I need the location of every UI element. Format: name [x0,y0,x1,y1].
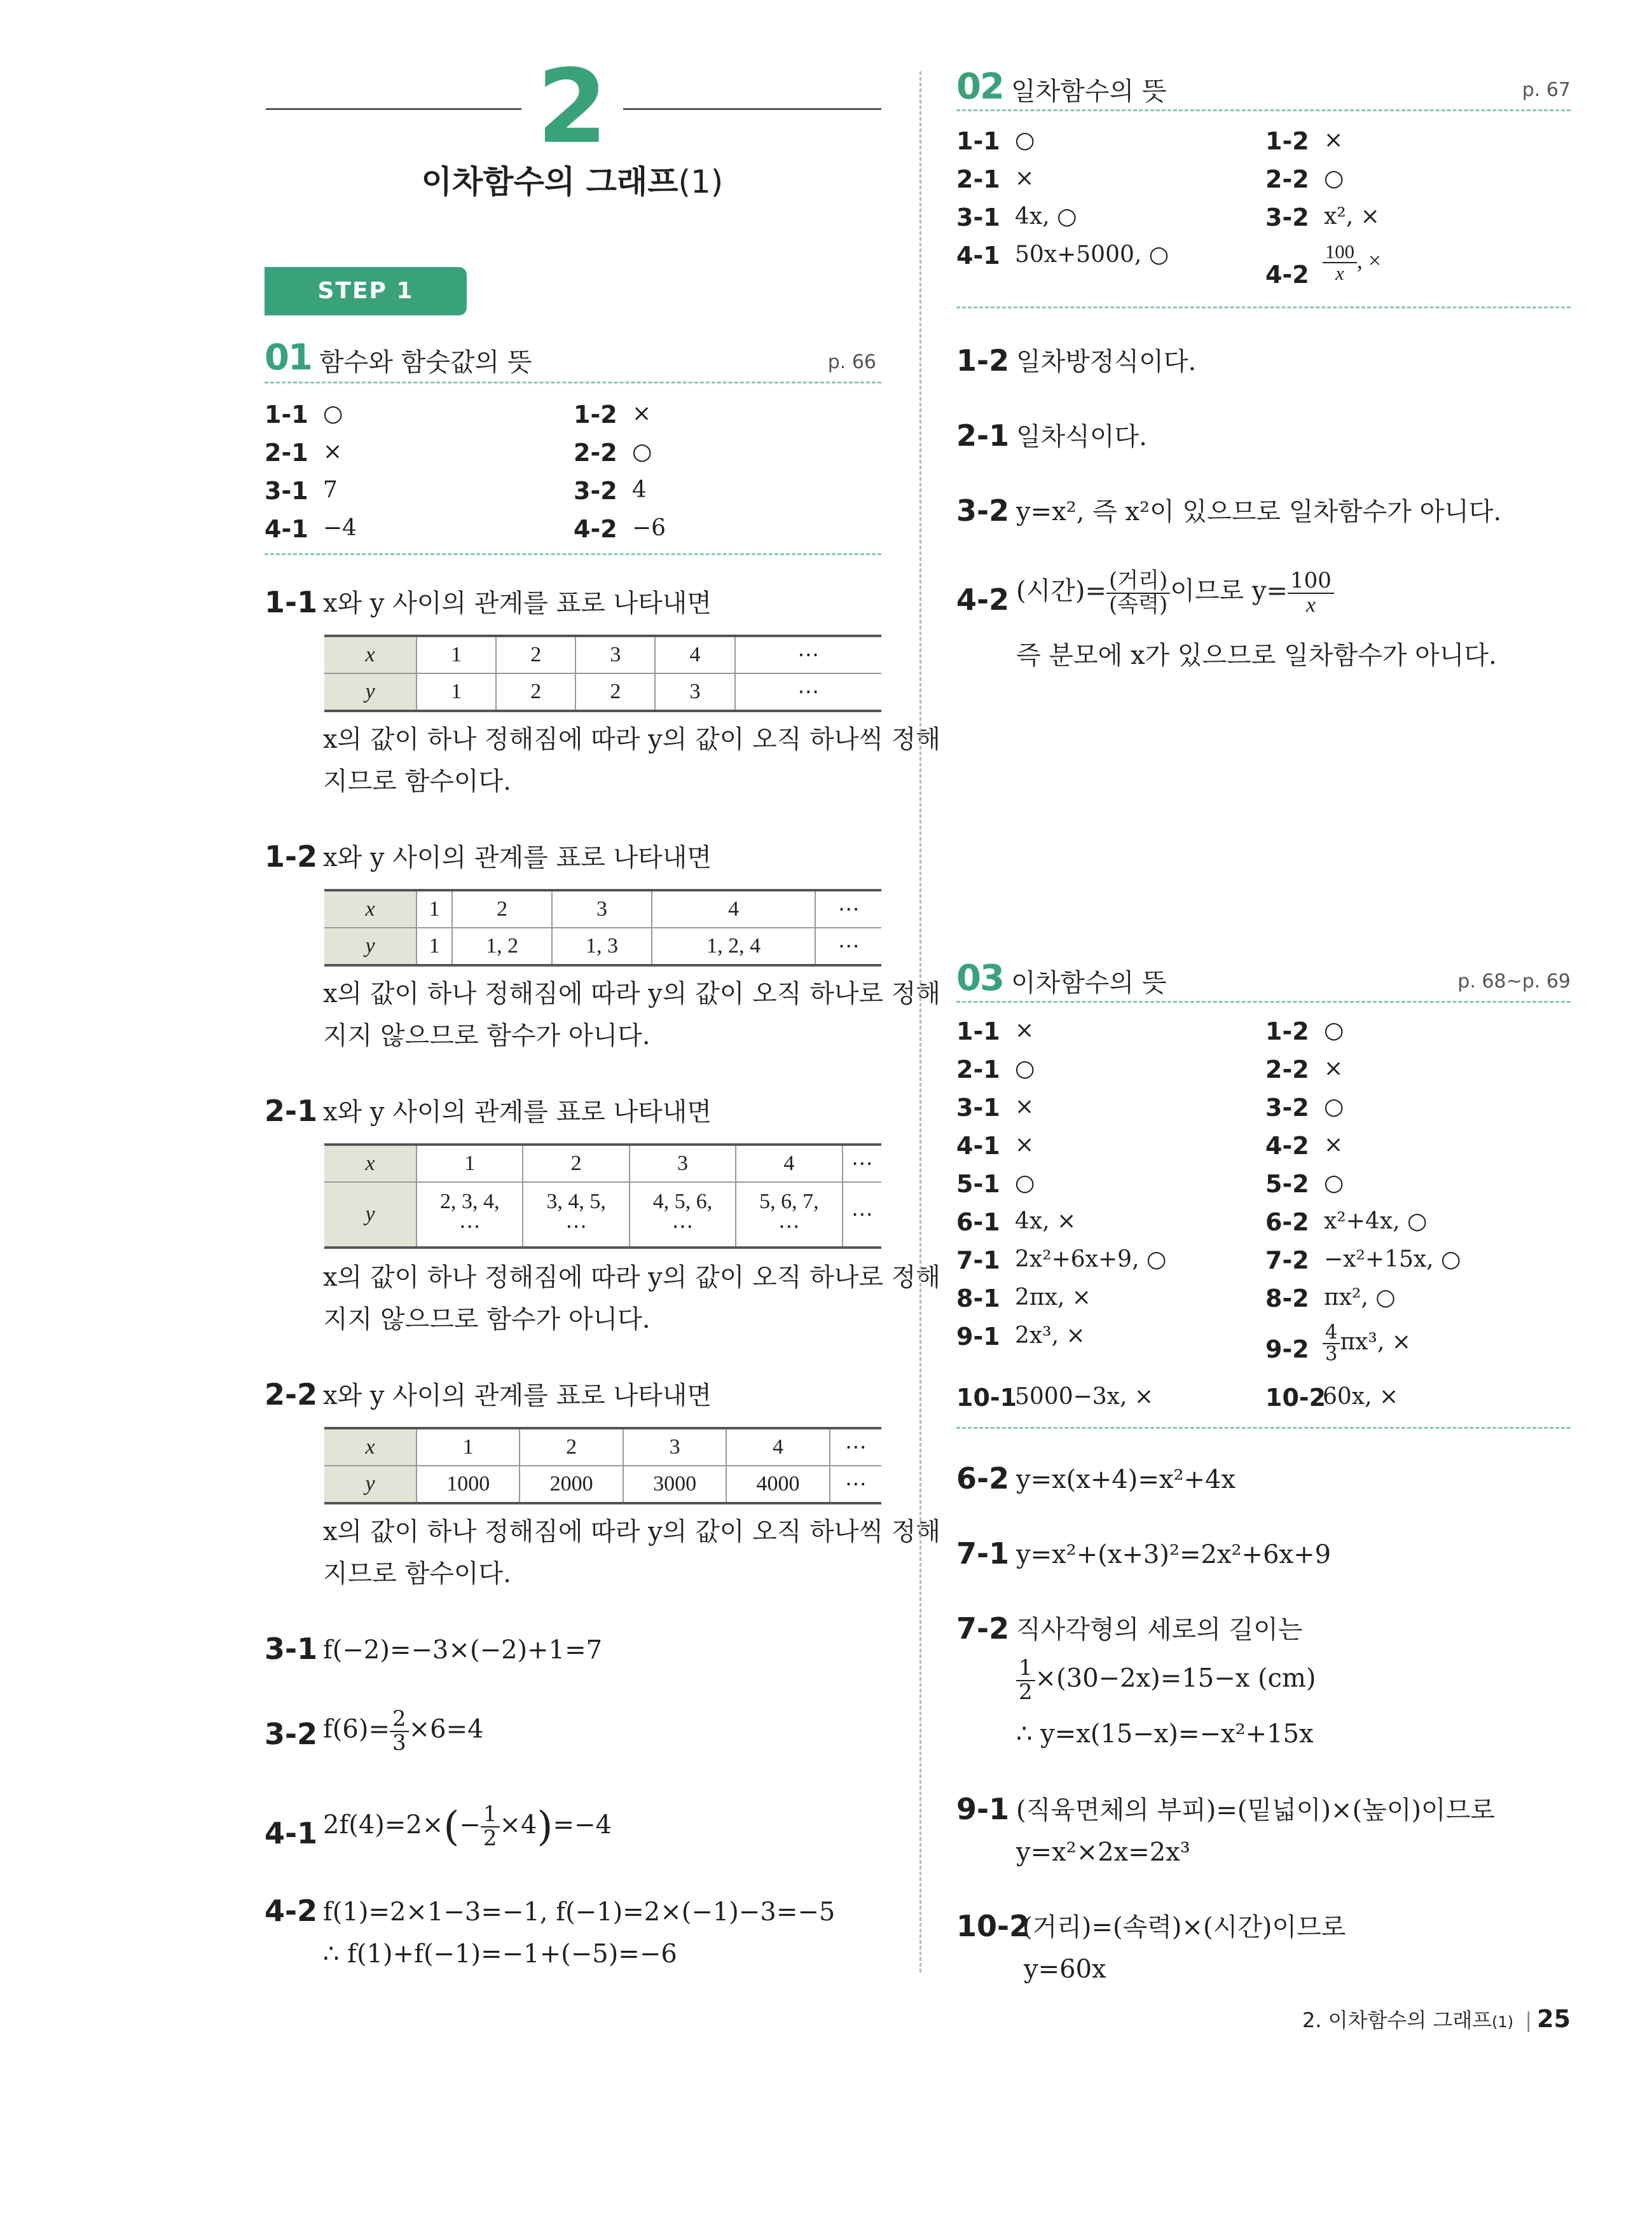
section-divider [265,553,881,555]
problem-label: 4-2 [265,1894,318,1928]
problem-label: 10-2 [956,1909,1030,1943]
table-cell: 2 [496,673,575,711]
answer-value: x²+4x, ○ [1324,1208,1428,1234]
table-cell: 4 [652,890,815,928]
table-cell: 4000 [726,1466,829,1503]
equation: y=x²+(x+3)²=2x²+6x+9 [1016,1540,1332,1569]
answer-value: ○ [1324,1017,1344,1043]
equation: y=x(x+4)=x²+4x [1016,1465,1236,1494]
table-cell: ⋯ [830,1466,881,1503]
answer-label: 3-1 [265,477,308,505]
section-divider [956,1001,1571,1003]
table-cell: 1, 3 [552,928,652,965]
table-header-x: x [324,1145,416,1182]
chapter-title: 이차함수의 그래프(1) [421,163,724,200]
value-table [324,1143,881,1249]
table-header-y: y [324,928,416,965]
equation: f(1)=2×1−3=−1, f(−1)=2×(−1)−3=−5 ∴ f(1)+f(−1)=−1+(−5)=−6 [323,1897,836,1969]
answer-value: 5000−3x, × [1015,1384,1154,1410]
problem-label: 7-1 [956,1536,1010,1571]
table-cell: 3 [623,1428,726,1466]
answer-label: 3-2 [574,477,617,505]
table-cell: 4 [736,1145,842,1182]
table-cell: ⋯ [735,636,882,673]
page-reference: p. 67 [1522,79,1571,101]
problem-label: 3-2 [265,1717,318,1751]
page-reference: p. 68~p. 69 [1457,970,1571,993]
answer-label: 2-2 [574,439,617,467]
table-cell: 2 [496,636,575,673]
table-cell: ⋯ [830,1428,881,1466]
answer-value: × [323,439,343,465]
answer-label: 7-2 [1265,1246,1309,1274]
answer-label: 1-2 [574,401,617,429]
answer-value: 7 [323,477,338,503]
answer-label: 8-1 [956,1284,1000,1312]
solution-text: (거리)=(속력)×(시간)이므로 y=60x [1022,1913,1346,1984]
equation: f(−2)=−3×(−2)+1=7 [323,1635,603,1665]
solution-text: 즉 분모에 x가 있으므로 일차함수가 아니다. [1016,641,1497,670]
answer-label: 1-1 [956,127,1000,155]
answer-value: × [1324,127,1344,153]
answer-label: 5-1 [956,1170,1000,1198]
answer-value: ○ [1015,1170,1035,1196]
table-cell: 2 [520,1428,623,1466]
solution-text: (직육면체의 부피)=(밑넓이)×(높이)이므로 y=x²×2x=2x³ [1016,1796,1495,1867]
answer-value: −4 [323,515,357,541]
problem-label: 9-1 [956,1792,1010,1826]
table-cell: 1, 2, 4 [652,928,815,965]
answer-label: 3-2 [1265,1094,1309,1122]
table-cell: 4, 5, 6, ⋯ [630,1182,736,1248]
table-cell: 1 [416,673,496,711]
table-cell: 1 [416,1145,523,1182]
answer-label: 10-1 [956,1384,1017,1412]
answer-label: 2-1 [956,165,1000,193]
answer-value: $\frac{100}{x}$ , × [1323,242,1381,284]
answer-value: 2πx, × [1015,1284,1091,1311]
answer-value: −x²+15x, ○ [1324,1246,1461,1272]
solution-text: x와 y 사이의 관계를 표로 나타내면 [323,589,712,618]
answer-label: 9-2 [1265,1335,1309,1363]
table-cell: 2, 3, 4, ⋯ [416,1182,523,1248]
problem-label: 4-2 [956,582,1010,617]
solution-text: x의 값이 하나 정해짐에 따라 y의 값이 오직 하나씩 정해 지므로 함수이다. [323,725,941,796]
answer-value: ○ [323,401,343,427]
answer-value: 50x+5000, ○ [1015,242,1169,268]
answer-value: $\frac{4}{3}$ πx³, × [1323,1323,1411,1365]
equation: 2f(4)=2×(− $\frac{1}{2}$ ×4)=−4 [323,1801,612,1851]
answer-value: × [1324,1056,1344,1082]
column-divider [919,71,921,1972]
section-title: 일차함수의 뜻 [1011,77,1167,106]
answer-label: 4-1 [956,242,1000,270]
table-cell: 1000 [416,1466,520,1503]
solution-text: x의 값이 하나 정해짐에 따라 y의 값이 오직 하나로 정해 지지 않으므로 함수가 아니다. [323,979,941,1050]
section-title: 이차함수의 뜻 [1011,968,1167,998]
answer-value: × [1015,1132,1035,1158]
answer-label: 2-2 [1265,1056,1309,1084]
equation: f(6)= $\frac{2}{3}$ ×6=4 [323,1706,484,1756]
table-cell: 3000 [623,1466,726,1503]
answer-value: ○ [1015,1056,1035,1082]
answer-label: 3-2 [1265,203,1309,231]
section-number: 01 [265,337,312,378]
answer-label: 2-1 [265,439,308,467]
answer-label: 1-1 [956,1017,1000,1045]
table-header-y: y [324,1466,416,1503]
section-divider [956,1427,1571,1429]
answer-label: 2-2 [1265,165,1309,193]
answer-label: 6-2 [1265,1208,1309,1236]
table-cell: 3 [630,1145,736,1182]
answer-value: 60x, × [1323,1384,1399,1410]
answer-label: 1-1 [265,401,308,429]
problem-label: 4-1 [265,1816,318,1850]
answer-label: 4-2 [574,515,617,543]
header-rule-left [266,108,521,110]
value-table [324,1427,881,1504]
solution-text: x의 값이 하나 정해짐에 따라 y의 값이 오직 하나로 정해 지지 않으므로 함수가 아니다. [323,1263,941,1334]
answer-label: 4-2 [1265,1132,1309,1160]
solution-text: x의 값이 하나 정해짐에 따라 y의 값이 오직 하나씩 정해 지므로 함수이다. [323,1517,941,1588]
table-cell: 2 [523,1145,629,1182]
answer-label: 4-2 [1265,261,1309,289]
answer-label: 4-1 [265,515,308,543]
table-cell: 3 [575,636,655,673]
table-header-x: x [324,636,416,673]
chapter-number: 2 [537,47,608,166]
table-cell: ⋯ [815,890,881,928]
problem-label: 2-2 [265,1377,318,1412]
answer-value: x², × [1324,203,1380,230]
answer-value: ○ [1324,165,1344,191]
solution-text: x와 y 사이의 관계를 표로 나타내면 [323,1381,712,1410]
problem-label: 7-2 [956,1611,1010,1646]
answer-label: 5-2 [1265,1170,1309,1198]
header-rule-right [623,108,881,110]
answer-label: 7-1 [956,1246,1000,1274]
table-cell: ⋯ [735,673,882,711]
table-cell: 1 [416,636,496,673]
problem-label: 6-2 [956,1461,1010,1496]
answer-value: 4x, ○ [1015,203,1077,230]
page-footer: 2. 이차함수의 그래프(1) | 25 [1302,2005,1571,2033]
answer-value: × [1015,1017,1035,1043]
problem-label: 1-2 [265,839,318,874]
answer-label: 4-1 [956,1132,1000,1160]
step-badge: STEP 1 [265,267,467,315]
page-reference: p. 66 [827,351,876,373]
table-cell: 1 [416,1428,520,1466]
answer-value: ○ [1324,1170,1344,1196]
answer-label: 10-2 [1265,1384,1326,1412]
answer-label: 8-2 [1265,1284,1309,1312]
answer-value: 4 [632,477,647,503]
answer-label: 3-1 [956,1094,1000,1122]
table-cell: 1 [416,928,452,965]
solution-text: x와 y 사이의 관계를 표로 나타내면 [323,843,712,872]
table-cell: 1, 2 [452,928,552,965]
answer-value: ○ [1015,127,1035,153]
table-header-x: x [324,890,416,928]
table-cell: 3 [655,673,734,711]
equation: $\frac{1}{2}$ ×(30−2x)=15−x (cm) [1016,1657,1316,1703]
problem-label: 1-1 [265,585,318,619]
section-divider [265,382,881,383]
table-cell: 1 [416,890,452,928]
equation: ∴ y=x(15−x)=−x²+15x [1016,1719,1314,1749]
answer-value: πx², ○ [1324,1284,1396,1311]
table-cell: 5, 6, 7, ⋯ [736,1182,842,1248]
problem-label: 1-2 [956,343,1010,378]
problem-label: 3-1 [265,1632,318,1666]
table-cell: 2 [452,890,552,928]
section-number: 02 [956,66,1003,107]
answer-value: ○ [632,439,652,465]
solution-text: 직사각형의 세로의 길이는 [1016,1615,1303,1644]
answer-value: 4x, × [1015,1208,1077,1234]
answer-value: ○ [1324,1094,1344,1120]
problem-label: 2-1 [265,1094,318,1128]
table-cell: 3, 4, 5, ⋯ [523,1182,629,1248]
table-cell: ⋯ [843,1145,881,1182]
answer-label: 6-1 [956,1208,1000,1236]
section-divider [956,306,1571,308]
answer-value: 2x²+6x+9, ○ [1015,1246,1167,1272]
answer-value: × [1015,165,1035,191]
table-cell: 4 [726,1428,829,1466]
answer-value: 2x³, × [1015,1323,1085,1349]
solution-text: 일차식이다. [1016,422,1147,451]
problem-label: 3-2 [956,493,1010,528]
solution-text: x와 y 사이의 관계를 표로 나타내면 [323,1098,712,1127]
table-cell: 4 [655,636,734,673]
answer-label: 9-1 [956,1323,1000,1351]
table-cell: 3 [552,890,652,928]
table-cell: ⋯ [843,1182,881,1248]
answer-value: × [1015,1094,1035,1120]
answer-value: −6 [632,515,666,541]
problem-label: 2-1 [956,418,1010,453]
section-number: 03 [956,958,1003,999]
answer-value: × [632,401,652,427]
answer-label: 3-1 [956,203,1000,231]
table-header-y: y [324,673,416,711]
value-table [324,635,881,712]
section-title: 함수와 함숫값의 뜻 [319,348,532,377]
answer-label: 1-2 [1265,127,1309,155]
answer-value: × [1324,1132,1344,1158]
table-cell: 2 [575,673,655,711]
solution-text: y=x², 즉 x²이 있으므로 일차함수가 아니다. [1016,497,1502,527]
table-cell: ⋯ [815,928,881,965]
table-cell: 2000 [520,1466,623,1503]
value-table [324,889,881,967]
solution-text: 일차방정식이다. [1016,347,1197,376]
table-header-y: y [324,1182,416,1248]
answer-label: 1-2 [1265,1017,1309,1045]
section-divider [956,109,1571,111]
solution-text: (시간)= $\frac{\text{(거리)}}{\text{(속력)}}$ 이므로 y= $\frac{100}{x}$ [1016,570,1334,616]
answer-label: 2-1 [956,1056,1000,1084]
table-header-x: x [324,1428,416,1466]
